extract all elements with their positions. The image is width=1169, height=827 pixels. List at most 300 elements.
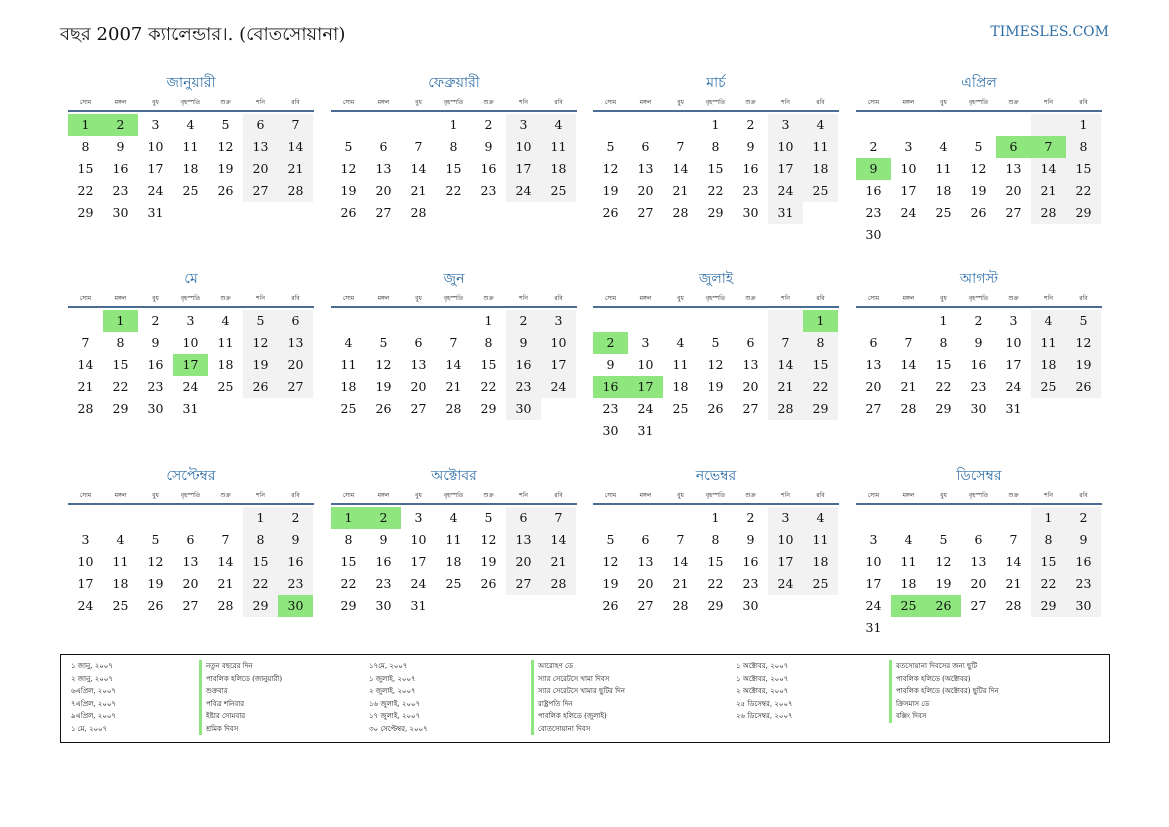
day-cell: 26 <box>970 205 987 220</box>
day-cell: 13 <box>970 554 987 569</box>
day-cell: 14 <box>1031 158 1066 180</box>
month-name: মার্চ <box>706 75 726 91</box>
day-cell: 6 <box>414 335 423 350</box>
day-cell: 7 <box>904 335 913 350</box>
weekday-label: শুক্র <box>1008 492 1019 499</box>
holiday-date: ১ জুলাই, ২০০৭ <box>369 674 416 683</box>
day-cell: 1 <box>711 510 720 525</box>
weekday-label: বুধ <box>940 492 947 499</box>
day-cell: 9 <box>379 532 388 547</box>
holiday-date-column-3 <box>736 660 889 742</box>
day-cell: 24 <box>1005 379 1022 394</box>
day-cell: 5 <box>379 335 388 350</box>
holiday-day-cell: 16 <box>593 376 628 398</box>
weekday-header <box>68 487 314 505</box>
day-cell: 15 <box>935 357 952 372</box>
month-block <box>856 72 1102 246</box>
day-cell: 3 <box>414 510 423 525</box>
day-cell: 21 <box>541 551 576 573</box>
day-cell: 7 <box>676 139 685 154</box>
day-cell: 14 <box>672 554 689 569</box>
day-cell: 11 <box>340 357 357 372</box>
day-cell: 23 <box>480 183 497 198</box>
weekday-header <box>331 290 577 308</box>
day-cell: 8 <box>449 139 458 154</box>
empty-day-cell <box>331 310 366 332</box>
day-cell: 11 <box>900 554 917 569</box>
site-link[interactable]: TIMESLES.COM <box>990 24 1109 40</box>
day-cell: 5 <box>606 532 615 547</box>
day-cell: 19 <box>935 576 952 591</box>
day-cell: 21 <box>217 576 234 591</box>
day-cell: 17 <box>147 161 164 176</box>
weekday-header <box>593 94 839 112</box>
day-cell: 12 <box>480 532 497 547</box>
holiday-day-cell: 6 <box>996 136 1031 158</box>
day-cell: 10 <box>1005 335 1022 350</box>
weekday-label: রবি <box>1079 492 1088 499</box>
empty-day-cell <box>996 507 1031 529</box>
day-cell: 24 <box>506 180 541 202</box>
holiday-date: ৯এপ্রিল, ২০০৭ <box>71 712 116 720</box>
day-cell: 26 <box>1066 376 1101 398</box>
weekday-label: মঙ্গল <box>902 295 915 302</box>
weekday-label: মঙ্গল <box>639 295 652 302</box>
day-cell: 12 <box>970 161 987 176</box>
day-cell: 26 <box>340 205 357 220</box>
day-cell: 24 <box>900 205 917 220</box>
day-cell: 19 <box>480 554 497 569</box>
day-cell: 6 <box>243 114 278 136</box>
day-cell: 4 <box>904 532 913 547</box>
day-cell: 7 <box>1009 532 1018 547</box>
day-cell: 27 <box>375 205 392 220</box>
day-cell: 20 <box>278 354 313 376</box>
day-cell: 2 <box>484 117 493 132</box>
weekday-label: শনি <box>256 295 265 302</box>
day-cell: 28 <box>768 398 803 420</box>
day-cell: 5 <box>151 532 160 547</box>
weekday-label: শনি <box>256 99 265 106</box>
day-grid <box>856 507 1102 639</box>
day-cell: 20 <box>637 576 654 591</box>
day-cell: 14 <box>410 161 427 176</box>
day-cell: 14 <box>900 357 917 372</box>
weekday-label: মঙ্গল <box>639 99 652 106</box>
day-cell: 25 <box>112 598 129 613</box>
day-cell: 18 <box>803 158 838 180</box>
day-cell: 29 <box>112 401 129 416</box>
weekday-label: সোম <box>79 99 92 106</box>
day-cell: 1 <box>939 313 948 328</box>
day-cell: 11 <box>803 529 838 551</box>
weekday-label: সোম <box>79 295 92 302</box>
day-cell: 22 <box>803 376 838 398</box>
day-cell: 30 <box>602 423 619 438</box>
day-cell: 27 <box>243 180 278 202</box>
day-cell: 23 <box>970 379 987 394</box>
day-cell: 24 <box>410 576 427 591</box>
day-cell: 6 <box>869 335 878 350</box>
day-cell: 1 <box>243 507 278 529</box>
weekday-label: সোম <box>342 295 355 302</box>
day-cell: 21 <box>410 183 427 198</box>
day-cell: 11 <box>182 139 199 154</box>
empty-day-cell <box>138 507 173 529</box>
holiday-date: ২ অক্টোবর, ২০০৭ <box>736 687 789 695</box>
day-cell: 26 <box>707 401 724 416</box>
month-name: ডিসেম্বর <box>956 468 1002 484</box>
weekday-label: শুক্র <box>1008 295 1019 302</box>
day-cell: 29 <box>340 598 357 613</box>
day-cell: 26 <box>243 376 278 398</box>
day-cell: 18 <box>112 576 129 591</box>
month-block <box>593 268 839 442</box>
day-cell: 18 <box>541 158 576 180</box>
day-cell: 18 <box>1031 354 1066 376</box>
day-cell: 15 <box>77 161 94 176</box>
day-grid <box>856 114 1102 246</box>
day-cell: 27 <box>742 401 759 416</box>
day-cell: 7 <box>81 335 90 350</box>
day-cell: 15 <box>340 554 357 569</box>
weekday-label: শনি <box>519 492 528 499</box>
weekday-label: বৃহস্পতি <box>180 99 201 106</box>
month-block <box>331 268 577 420</box>
weekday-label: বৃহস্পতি <box>968 99 989 106</box>
day-cell: 16 <box>112 161 129 176</box>
day-cell: 31 <box>768 202 803 224</box>
day-cell: 25 <box>445 576 462 591</box>
day-cell: 14 <box>445 357 462 372</box>
day-cell: 17 <box>865 576 882 591</box>
empty-day-cell <box>961 114 996 136</box>
weekday-label: বৃহস্পতি <box>705 295 726 302</box>
weekday-label: সোম <box>342 99 355 106</box>
day-grid <box>593 114 839 224</box>
weekday-label: মঙ্গল <box>114 295 127 302</box>
day-cell: 3 <box>1009 313 1018 328</box>
day-cell: 25 <box>935 205 952 220</box>
day-cell: 17 <box>768 551 803 573</box>
day-cell: 28 <box>278 180 313 202</box>
day-cell: 19 <box>243 354 278 376</box>
day-cell: 18 <box>445 554 462 569</box>
day-cell: 28 <box>900 401 917 416</box>
day-cell: 7 <box>449 335 458 350</box>
holiday-name: বোতসোয়ানা দিবস <box>531 723 736 736</box>
holiday-name: শ্রমিক দিবস <box>199 723 369 736</box>
holiday-day-cell: 1 <box>103 310 138 332</box>
day-cell: 4 <box>1031 310 1066 332</box>
empty-day-cell <box>961 507 996 529</box>
day-cell: 4 <box>344 335 353 350</box>
holiday-date: ১ মে, ২০০৭ <box>71 724 108 733</box>
day-cell: 4 <box>186 117 195 132</box>
holiday-name: স্যার সেরেটসে খামা দিবস <box>531 673 736 686</box>
weekday-label: বৃহস্পতি <box>180 295 201 302</box>
weekday-label: বৃহস্পতি <box>443 492 464 499</box>
month-name: এপ্রিল <box>961 75 997 91</box>
day-cell: 31 <box>1005 401 1022 416</box>
day-cell: 19 <box>375 379 392 394</box>
holiday-date: ২ জানু, ২০০৭ <box>71 674 113 683</box>
weekday-label: বৃহস্পতি <box>443 295 464 302</box>
weekday-header <box>331 94 577 112</box>
day-cell: 10 <box>182 335 199 350</box>
day-cell: 30 <box>970 401 987 416</box>
empty-day-cell <box>733 310 768 332</box>
weekday-label: রবি <box>816 295 825 302</box>
empty-day-cell <box>891 310 926 332</box>
day-cell: 30 <box>147 401 164 416</box>
weekday-label: রবি <box>1079 99 1088 106</box>
weekday-label: মঙ্গল <box>114 99 127 106</box>
day-cell: 10 <box>410 532 427 547</box>
day-cell: 19 <box>602 576 619 591</box>
day-cell: 13 <box>506 529 541 551</box>
day-cell: 21 <box>672 576 689 591</box>
day-cell: 3 <box>81 532 90 547</box>
holiday-name: স্যার সেরেটসে খামার ছুটির দিন <box>531 685 736 698</box>
day-cell: 23 <box>147 379 164 394</box>
day-cell: 16 <box>147 357 164 372</box>
day-cell: 14 <box>1005 554 1022 569</box>
day-cell: 31 <box>865 620 882 635</box>
holiday-name: পাবলিক হলিডে (জানুয়ারী) <box>199 673 369 686</box>
day-cell: 21 <box>1031 180 1066 202</box>
day-cell: 19 <box>147 576 164 591</box>
month-block <box>856 268 1102 420</box>
holiday-name: নতুন বছরের দিন <box>199 660 369 673</box>
day-cell: 20 <box>742 379 759 394</box>
month-name: নভেম্বর <box>695 468 737 484</box>
day-cell: 22 <box>112 379 129 394</box>
day-cell: 16 <box>865 183 882 198</box>
day-cell: 20 <box>970 576 987 591</box>
holiday-day-cell: 2 <box>593 332 628 354</box>
day-cell: 25 <box>803 180 838 202</box>
month-name: জুন <box>443 271 465 287</box>
weekday-label: সোম <box>604 492 617 499</box>
day-cell: 17 <box>900 183 917 198</box>
day-cell: 9 <box>974 335 983 350</box>
month-block <box>68 72 314 224</box>
day-cell: 10 <box>77 554 94 569</box>
empty-day-cell <box>996 114 1031 136</box>
weekday-label: মঙ্গল <box>114 492 127 499</box>
holiday-name: পাবলিক হলিডে (জুলাই) <box>531 710 736 723</box>
day-cell: 31 <box>637 423 654 438</box>
day-cell: 11 <box>445 532 462 547</box>
empty-day-cell <box>698 310 733 332</box>
weekday-label: বুধ <box>940 99 947 106</box>
holiday-date: ২৫ ডিসেম্বর, ২০০৭ <box>736 699 793 708</box>
day-cell: 8 <box>711 139 720 154</box>
day-cell: 15 <box>480 357 497 372</box>
day-cell: 24 <box>637 401 654 416</box>
day-cell: 22 <box>340 576 357 591</box>
day-cell: 27 <box>637 205 654 220</box>
day-cell: 9 <box>506 332 541 354</box>
day-cell: 27 <box>506 573 541 595</box>
weekday-label: শনি <box>256 492 265 499</box>
month-block <box>331 465 577 617</box>
day-cell: 20 <box>506 551 541 573</box>
day-cell: 15 <box>707 554 724 569</box>
weekday-label: শনি <box>519 295 528 302</box>
weekday-label: শুক্র <box>1008 99 1019 106</box>
day-grid <box>593 310 839 442</box>
weekday-label: মঙ্গল <box>639 492 652 499</box>
day-cell: 24 <box>541 376 576 398</box>
day-cell: 3 <box>186 313 195 328</box>
weekday-label: রবি <box>554 295 563 302</box>
day-cell: 12 <box>935 554 952 569</box>
day-cell: 21 <box>77 379 94 394</box>
day-cell: 13 <box>375 161 392 176</box>
weekday-label: বৃহস্পতি <box>968 295 989 302</box>
day-cell: 11 <box>217 335 234 350</box>
day-cell: 7 <box>541 507 576 529</box>
day-cell: 13 <box>243 136 278 158</box>
day-cell: 28 <box>541 573 576 595</box>
day-cell: 19 <box>970 183 987 198</box>
day-cell: 8 <box>484 335 493 350</box>
day-cell: 18 <box>900 576 917 591</box>
day-cell: 16 <box>970 357 987 372</box>
day-cell: 10 <box>147 139 164 154</box>
day-cell: 21 <box>278 158 313 180</box>
day-cell: 8 <box>1031 529 1066 551</box>
day-cell: 20 <box>182 576 199 591</box>
day-cell: 11 <box>1031 332 1066 354</box>
day-cell: 27 <box>278 376 313 398</box>
holiday-date: ২৬ ডিসেম্বর, ২০০৭ <box>736 712 793 720</box>
weekday-label: বুধ <box>677 295 684 302</box>
month-name: জানুয়ারী <box>166 75 216 91</box>
day-cell: 17 <box>541 354 576 376</box>
day-cell: 7 <box>768 332 803 354</box>
day-cell: 20 <box>243 158 278 180</box>
holiday-day-cell: 30 <box>278 595 313 617</box>
day-cell: 9 <box>116 139 125 154</box>
day-cell: 31 <box>410 598 427 613</box>
day-cell: 23 <box>375 576 392 591</box>
day-cell: 2 <box>746 510 755 525</box>
day-cell: 30 <box>1066 595 1101 617</box>
day-grid <box>331 507 577 617</box>
day-cell: 12 <box>147 554 164 569</box>
day-cell: 9 <box>746 532 755 547</box>
day-cell: 15 <box>112 357 129 372</box>
day-cell: 24 <box>768 573 803 595</box>
day-cell: 5 <box>221 117 230 132</box>
month-name: মে <box>184 271 198 287</box>
holiday-date: ২ জুলাই, ২০০৭ <box>369 687 416 695</box>
day-cell: 19 <box>602 183 619 198</box>
empty-day-cell <box>891 507 926 529</box>
day-cell: 4 <box>803 507 838 529</box>
day-cell: 28 <box>1031 202 1066 224</box>
day-cell: 13 <box>410 357 427 372</box>
holiday-date: ১ অক্টোবর, ২০০৭ <box>736 674 789 683</box>
day-cell: 9 <box>1066 529 1101 551</box>
weekday-label: শুক্র <box>745 295 756 302</box>
day-cell: 6 <box>974 532 983 547</box>
day-cell: 13 <box>1005 161 1022 176</box>
day-cell: 21 <box>672 183 689 198</box>
day-cell: 30 <box>865 227 882 242</box>
empty-day-cell <box>768 310 803 332</box>
day-cell: 4 <box>676 335 685 350</box>
weekday-label: রবি <box>554 492 563 499</box>
day-cell: 1 <box>1031 507 1066 529</box>
holiday-date: ৭এপ্রিল, ২০০৭ <box>71 699 116 708</box>
day-cell: 27 <box>410 401 427 416</box>
holiday-day-cell: 25 <box>891 595 926 617</box>
day-cell: 11 <box>112 554 129 569</box>
day-cell: 13 <box>865 357 882 372</box>
day-cell: 15 <box>803 354 838 376</box>
day-cell: 26 <box>217 183 234 198</box>
day-cell: 3 <box>541 310 576 332</box>
weekday-label: শুক্র <box>483 295 494 302</box>
weekday-label: মঙ্গল <box>902 492 915 499</box>
weekday-label: বৃহস্পতি <box>705 492 726 499</box>
day-cell: 18 <box>182 161 199 176</box>
day-cell: 11 <box>935 161 952 176</box>
empty-day-cell <box>103 507 138 529</box>
weekday-label: শনি <box>1044 99 1053 106</box>
day-cell: 31 <box>147 205 164 220</box>
day-cell: 10 <box>768 529 803 551</box>
day-cell: 9 <box>484 139 493 154</box>
day-cell: 14 <box>768 354 803 376</box>
day-cell: 8 <box>803 332 838 354</box>
holiday-date-column-1 <box>71 660 199 742</box>
month-block <box>68 465 314 617</box>
day-cell: 2 <box>506 310 541 332</box>
day-cell: 21 <box>1005 576 1022 591</box>
day-cell: 26 <box>375 401 392 416</box>
weekday-header <box>856 94 1102 112</box>
weekday-header <box>331 487 577 505</box>
day-cell: 6 <box>278 310 313 332</box>
day-cell: 6 <box>641 532 650 547</box>
day-cell: 18 <box>803 551 838 573</box>
day-grid <box>593 507 839 617</box>
day-cell: 9 <box>746 139 755 154</box>
weekday-label: শনি <box>1044 295 1053 302</box>
day-cell: 29 <box>935 401 952 416</box>
day-cell: 15 <box>1066 158 1101 180</box>
holiday-name: পাবলিক হলিডে (অক্টোবর) <box>889 673 1099 686</box>
day-cell: 27 <box>1005 205 1022 220</box>
day-cell: 25 <box>340 401 357 416</box>
day-cell: 28 <box>77 401 94 416</box>
day-cell: 22 <box>243 573 278 595</box>
month-name: জুলাই <box>698 271 734 287</box>
weekday-label: বৃহস্পতি <box>968 492 989 499</box>
day-cell: 5 <box>711 335 720 350</box>
holiday-date: ৩০ সেপ্টেম্বর, ২০০৭ <box>369 724 428 733</box>
month-name: অক্টোবর <box>431 468 477 484</box>
day-cell: 14 <box>77 357 94 372</box>
day-cell: 3 <box>506 114 541 136</box>
day-cell: 20 <box>1005 183 1022 198</box>
weekday-label: মঙ্গল <box>902 99 915 106</box>
